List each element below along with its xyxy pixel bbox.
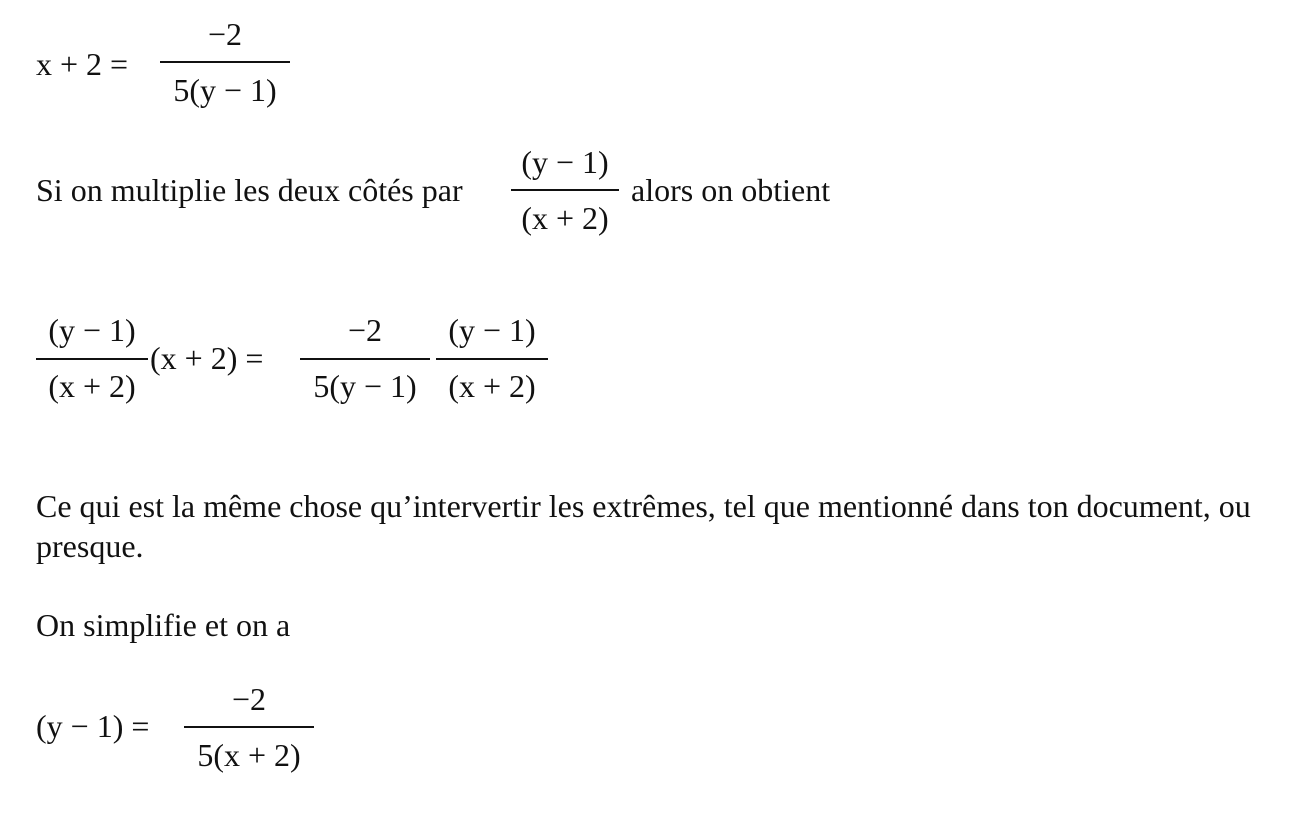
eq2-left-fraction-bar (36, 358, 148, 360)
text1-fraction (511, 146, 619, 238)
eq2-right1-denominator: 5(y − 1) (313, 368, 417, 404)
eq2-right2-fraction-bar (436, 358, 548, 360)
text1-fraction-bar (511, 189, 619, 191)
eq2-right1-fraction-bar (300, 358, 430, 360)
text1-after: alors on obtient (631, 172, 831, 208)
explanation-paragraph: Ce qui est la même chose qu’intervertir les extrêmes, tel que mentionné dans ton document, ou presque. (36, 488, 1251, 564)
simplify-text: On simplifie et on a (36, 607, 291, 643)
eq2-left-denominator: (x + 2) (48, 368, 136, 404)
eq1-numerator: −2 (207, 16, 243, 52)
eq2-right1-numerator: −2 (347, 312, 383, 348)
eq2-right-fraction-1 (300, 314, 430, 406)
eq3-lhs: (y − 1) = (36, 708, 150, 744)
eq1-denominator: 5(y − 1) (173, 72, 277, 108)
text1-before: Si on multiplie les deux côtés par (36, 172, 463, 208)
eq3-fraction (184, 683, 314, 775)
eq3-numerator: −2 (231, 681, 267, 717)
text1-numerator: (y − 1) (521, 144, 609, 180)
eq3-denominator: 5(x + 2) (197, 737, 301, 773)
eq1-fraction (160, 18, 290, 110)
text1-denominator: (x + 2) (521, 200, 609, 236)
eq3-fraction-bar (184, 726, 314, 728)
eq2-left-rest: (x + 2) = (150, 340, 264, 376)
eq2-left-numerator: (y − 1) (48, 312, 136, 348)
eq1-fraction-bar (160, 61, 290, 63)
eq2-left-fraction (36, 314, 148, 406)
eq2-right-fraction-2 (436, 314, 548, 406)
eq2-right2-numerator: (y − 1) (448, 312, 536, 348)
eq1-lhs: x + 2 = (36, 46, 129, 82)
eq2-right2-denominator: (x + 2) (448, 368, 536, 404)
